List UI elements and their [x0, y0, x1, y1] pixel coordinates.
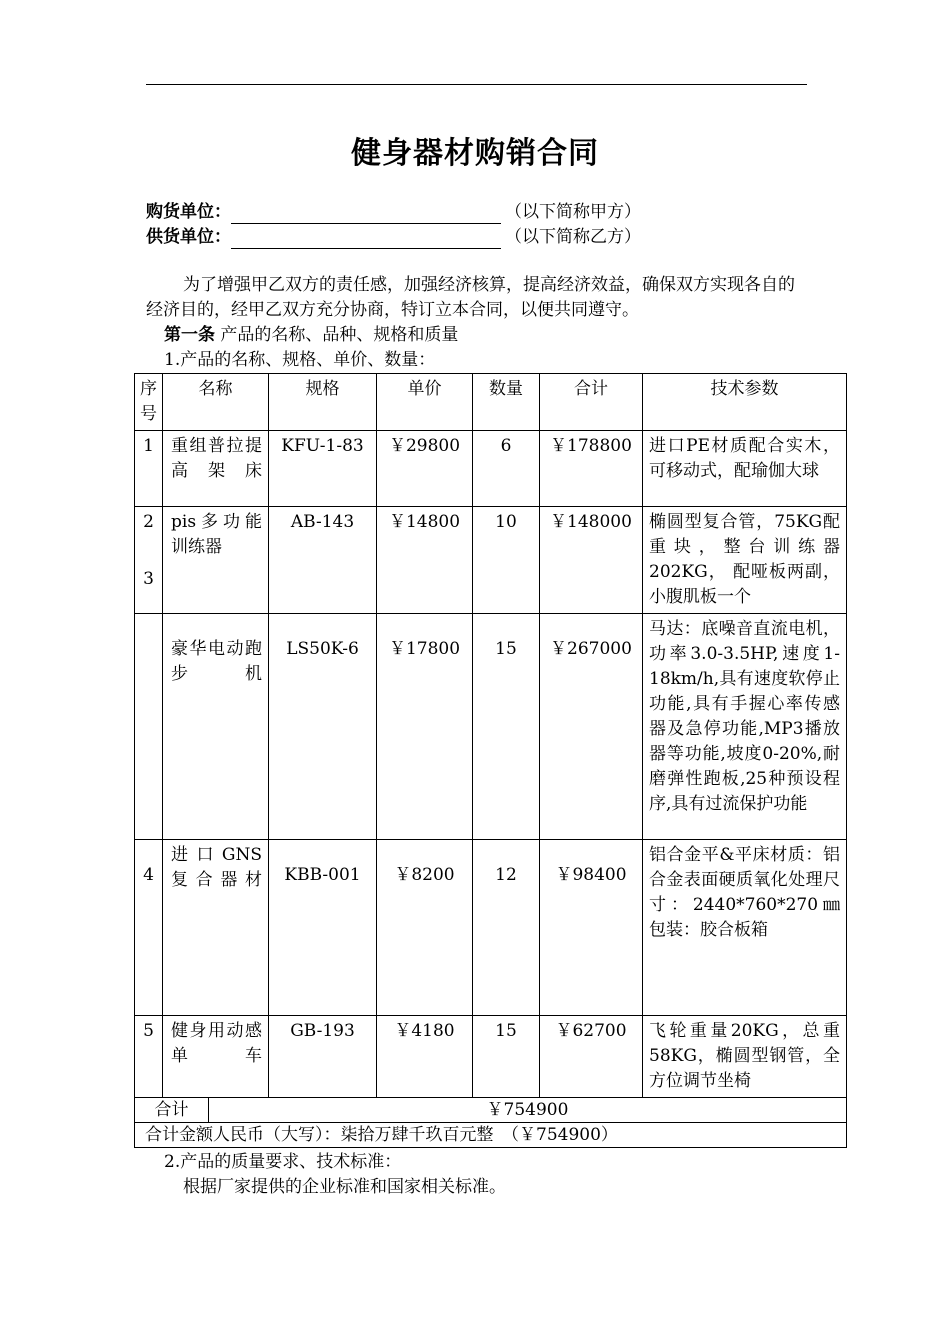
amount-text: 合计金额人民币（大写）：柒拾万肆千玖百元整 （￥754900）: [135, 1123, 847, 1148]
sum-row: [135, 1098, 847, 1123]
row-total-cell: [540, 614, 643, 840]
item-2-text: 根据厂家提供的企业标准和国家相关标准。: [183, 1177, 506, 1197]
article-1: [146, 323, 808, 348]
row-name: 进口GNS复合器材: [163, 840, 269, 1016]
col-header-qty: 数量: [473, 374, 540, 431]
amount-row: [135, 1123, 847, 1148]
sum-row-cell: [135, 1098, 847, 1123]
row-qty: 10: [473, 507, 540, 614]
row-qty: 15: [495, 639, 517, 659]
row-no-cell: [135, 840, 163, 1016]
row-spec: LS50K-6: [286, 639, 359, 659]
buyer-suffix: （以下简称甲方）: [505, 202, 641, 222]
row-price: ￥14800: [377, 507, 473, 614]
row-qty: 12: [495, 865, 517, 885]
buyer-blank[interactable]: [231, 205, 501, 224]
item-1-heading: 1.产品的名称、规格、单价、数量：: [164, 350, 436, 370]
row-price: ￥8200: [394, 865, 455, 885]
row-no: [135, 568, 163, 840]
table-row: [135, 507, 847, 614]
row-no: 2: [135, 507, 163, 614]
row-spec: KFU-1-83: [269, 431, 377, 507]
row-price: ￥17800: [388, 639, 461, 659]
article-1-text: 产品的名称、品种、规格和质量: [220, 325, 459, 345]
buyer-label: 购货单位：: [146, 202, 231, 222]
row-name: 豪华电动跑步机: [171, 639, 262, 684]
row-no-text: 3: [143, 568, 154, 589]
row-params: 进口PE材质配合实木，可移动式，配瑜伽大球: [643, 431, 847, 507]
item-2-heading: 2.产品的质量要求、技术标准：: [164, 1152, 402, 1172]
table-row: [135, 840, 847, 1016]
sum-value: ￥754900: [486, 1100, 569, 1120]
product-table: [134, 373, 847, 1148]
row-qty: 6: [473, 431, 540, 507]
col-header-no: 序号: [135, 374, 163, 431]
row-price-cell: [377, 840, 473, 1016]
row-name: 重组普拉提高架床: [163, 431, 269, 507]
row-total: ￥62700: [540, 1016, 643, 1098]
row-total: ￥267000: [550, 639, 632, 659]
table-row: [135, 614, 847, 840]
row-total: ￥178800: [540, 431, 643, 507]
row-spec: AB-143: [269, 507, 377, 614]
seller-label: 供货单位：: [146, 227, 231, 247]
row-price-cell: [377, 614, 473, 840]
row-spec: KBB-001: [284, 865, 361, 885]
row-spec-cell: [269, 840, 377, 1016]
col-header-name: 名称: [163, 374, 269, 431]
table-row: [135, 1016, 847, 1098]
row-spec: GB-193: [269, 1016, 377, 1098]
row-params: 椭圆型复合管，75KG配重块，整台训练器202KG， 配哑板两副，小腹肌板一个: [643, 507, 847, 614]
row-name: pis多功能训练器: [163, 507, 269, 614]
table-row: [135, 431, 847, 507]
buyer-line: [146, 200, 641, 224]
row-qty: 15: [473, 1016, 540, 1098]
col-header-price: 单价: [377, 374, 473, 431]
seller-line: [146, 225, 641, 249]
header-rule: [146, 84, 807, 85]
contract-title: 健身器材购销合同: [351, 136, 599, 171]
row-price: ￥4180: [377, 1016, 473, 1098]
col-header-total: 合计: [540, 374, 643, 431]
row-total: ￥148000: [540, 507, 643, 614]
row-spec-cell: [269, 614, 377, 840]
row-params: 铝合金平&平床材质：铝合金表面硬质氧化处理尺寸：2440*760*270㎜包装：胶合板箱: [643, 840, 847, 1016]
row-total-cell: [540, 840, 643, 1016]
intro-paragraph: 为了增强甲乙双方的责任感，加强经济核算，提高经济效益，确保双方实现各自的经济目的，经甲乙双方充分协商，特订立本合同，以便共同遵守。: [146, 275, 795, 320]
row-no: 1: [135, 431, 163, 507]
row-name-cell: [163, 614, 269, 840]
col-header-spec: 规格: [269, 374, 377, 431]
row-qty-cell: [473, 614, 540, 840]
sum-row-inner: [135, 1098, 846, 1122]
row-total: ￥98400: [555, 865, 627, 885]
row-price: ￥29800: [377, 431, 473, 507]
col-header-params: 技术参数: [643, 374, 847, 431]
row-no: 4: [143, 865, 154, 885]
row-qty-cell: [473, 840, 540, 1016]
row-params: 飞轮重量20KG，总重58KG，椭圆型钢管，全方位调节坐椅: [643, 1016, 847, 1098]
seller-blank[interactable]: [231, 230, 501, 249]
row-name: 健身用动感单车: [163, 1016, 269, 1098]
row-no: 5: [135, 1016, 163, 1098]
row-params: 马达：底噪音直流电机，功率3.0-3.5HP,速度1-18km/h,具有速度软停止功能,具有手握心率传感器及急停功能,MP3播放器等功能,坡度0-20%,耐磨弹性跑板,25种预设程序,具有过流保护功能: [643, 614, 847, 840]
table-header-row: [135, 374, 847, 431]
sum-label: 合计: [135, 1098, 209, 1122]
seller-suffix: （以下简称乙方）: [505, 227, 641, 247]
article-1-heading: 第一条: [164, 325, 215, 345]
